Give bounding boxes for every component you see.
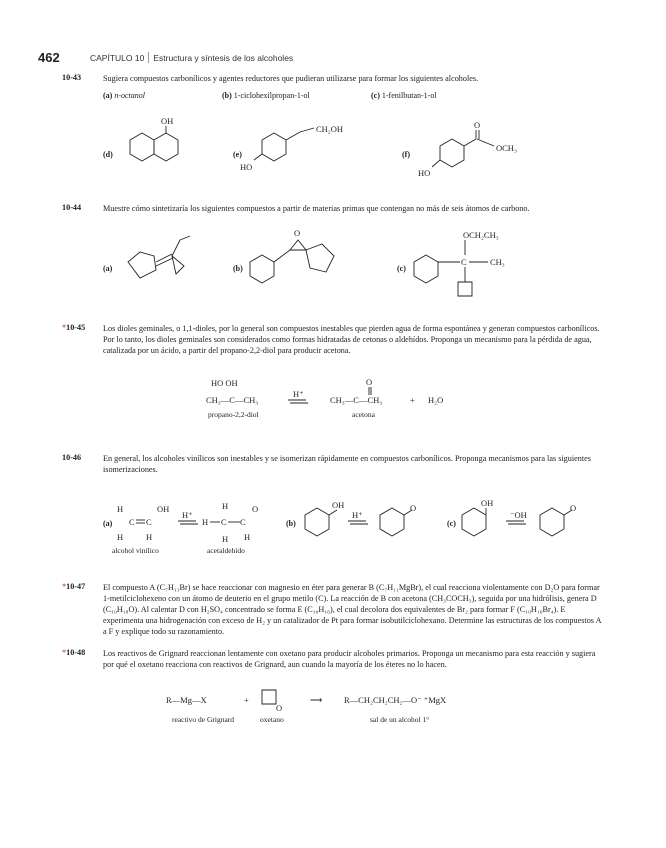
part-c: (c) (447, 519, 456, 528)
problem-number: 10-43 (62, 73, 82, 82)
svg-text:O: O (366, 377, 373, 387)
svg-text:R—CH₂CH₂CH₂—O⁻ ⁺MgX: R—CH₂CH₂CH₂—O⁻ ⁺MgX (344, 695, 447, 705)
svg-text:O: O (410, 503, 417, 513)
part-b: (b) (233, 264, 243, 273)
svg-text:R—Mg—X: R—Mg—X (166, 695, 207, 705)
svg-text:O: O (294, 228, 301, 238)
svg-text:H⁺: H⁺ (352, 510, 363, 520)
svg-text:⟶: ⟶ (310, 695, 323, 705)
svg-text:HO: HO (240, 162, 253, 172)
svg-text:O: O (276, 703, 283, 713)
svg-text:HO OH: HO OH (211, 378, 238, 388)
svg-text:acetaldehído: acetaldehído (207, 546, 245, 555)
problem-number: *10-48 (62, 648, 86, 657)
svg-text:CH₃—C—CH₃: CH₃—C—CH₃ (330, 395, 383, 405)
part-d: (d) (103, 150, 113, 159)
svg-text:OCH₂CH₃: OCH₂CH₃ (463, 230, 499, 240)
chapter-title: Estructura y síntesis de los alcoholes (153, 53, 294, 63)
problem-text: Muestre cómo sintetizaría los siguientes compuestos a partir de materias primas que contengan no más de seis átomos de carbono. (103, 204, 530, 213)
chapter-label: CAPÍTULO 10 (90, 53, 145, 63)
svg-text:O: O (252, 504, 259, 514)
svg-text:H: H (244, 532, 251, 542)
svg-text:C: C (129, 517, 135, 527)
problem-text: En general, los alcoholes vinílicos son inestables y se isomerizan rápidamente en compuestos carbonílicos. Proponga mecanismos para las siguientes isomerizaciones. (103, 454, 591, 474)
svg-text:propano-2,2-diol: propano-2,2-diol (208, 410, 259, 419)
problem-text: El compuesto A (C₇H₁₁Br) se hace reaccionar con magnesio en éter para generar B (C₇H₁₁MgBr), el cual reacciona violentamente con D₂O para formar 1-metilciclohexeno con un átomo de deuterio en el grupo metilo (C). La reacción de B con acetona (CH₃COCH₃), seguida por una hidrólisis, genera D (C₁₀H₁₈O). Al calentar D con H₂SO₄ concentrado se forma E (C₁₀H₁₆), el cual decolora dos equivalentes de Br₂ para formar F (C₁₀H₁₆Br₄). E experimenta una hidrogenación con exceso de H₂ y un catalizador de Pt para formar isobutilciclohexano. Determine las estructuras de los compuestos A a F y explique todo su razonamiento. (103, 583, 602, 636)
problem-text: Los reactivos de Grignard reaccionan lentamente con oxetano para producir alcoholes primarios. Proponga un mecanismo para esta reacción y sugiera por qué el oxetano reacciona con reactivos de Grignard, aun cuando la mayoría de los éteres no lo hacen. (103, 649, 596, 669)
part-c: (c) (397, 264, 406, 273)
oxetane-ring (262, 690, 276, 704)
svg-text:+: + (244, 695, 249, 705)
problem-text: Los dioles geminales, o 1,1-dioles, por lo general son compuestos inestables que pierden agua de forma espontánea y generan compuestos carbonílicos. Por lo tanto, los dioles geminales son considerados como formas hidratadas de cetonas o aldehídos. Proponga un mecanismo para la pérdida de agua, catalizada por un ácido, a partir del propano-2,2-diol para producir acetona. (103, 324, 600, 355)
svg-text:C: C (221, 517, 227, 527)
svg-text:sal de un alcohol 1°: sal de un alcohol 1° (370, 715, 430, 724)
svg-text:H: H (202, 517, 209, 527)
part-f: (f) (402, 150, 410, 159)
problem-number: *10-47 (62, 582, 86, 591)
svg-text:H₂O: H₂O (428, 395, 444, 405)
svg-text:H: H (117, 532, 124, 542)
part-b: (b) (286, 519, 296, 528)
problem-number: 10-44 (62, 203, 82, 212)
svg-text:alcohol vinílico: alcohol vinílico (112, 546, 159, 555)
svg-text:O: O (570, 503, 577, 513)
svg-text:H: H (222, 501, 229, 511)
svg-text:OH: OH (161, 116, 174, 126)
svg-text:CH₂OH: CH₂OH (316, 124, 344, 134)
svg-text:O: O (474, 120, 481, 130)
problem-number: 10-46 (62, 453, 82, 462)
svg-text:OCH₃: OCH₃ (496, 143, 517, 153)
part-e: (e) (233, 150, 242, 159)
svg-text:+: + (410, 395, 415, 405)
svg-text:OH: OH (481, 498, 494, 508)
svg-text:HO: HO (418, 168, 431, 178)
svg-text:OH: OH (157, 504, 170, 514)
svg-text:C: C (461, 257, 467, 267)
svg-text:H⁺: H⁺ (293, 389, 304, 399)
svg-text:⁻OH: ⁻OH (510, 510, 527, 520)
svg-text:acetona: acetona (352, 410, 375, 419)
svg-text:reactivo de Grignard: reactivo de Grignard (172, 715, 235, 724)
svg-text:C: C (240, 517, 246, 527)
svg-text:H: H (222, 534, 229, 544)
svg-text:oxetano: oxetano (260, 715, 284, 724)
part-b: (b) 1-ciclohexilpropan-1-ol (222, 91, 310, 100)
part-a: (a) n-octanol (103, 91, 145, 100)
svg-text:C: C (146, 517, 152, 527)
svg-text:CH₃: CH₃ (490, 257, 505, 267)
page-number: 462 (38, 50, 60, 65)
problem-text: Sugiera compuestos carbonílicos y agentes reductores que pudieran utilizarse para formar los siguientes alcoholes. (103, 74, 479, 83)
part-c: (c) 1-fenilbutan-1-ol (371, 91, 437, 100)
problem-number: *10-45 (62, 323, 86, 332)
svg-text:OH: OH (332, 500, 345, 510)
part-a: (a) (103, 519, 113, 528)
svg-text:H⁺: H⁺ (182, 510, 193, 520)
svg-text:H: H (117, 504, 124, 514)
svg-text:CH₃—C—CH₃: CH₃—C—CH₃ (206, 395, 259, 405)
part-a: (a) (103, 264, 113, 273)
svg-text:H: H (146, 532, 153, 542)
